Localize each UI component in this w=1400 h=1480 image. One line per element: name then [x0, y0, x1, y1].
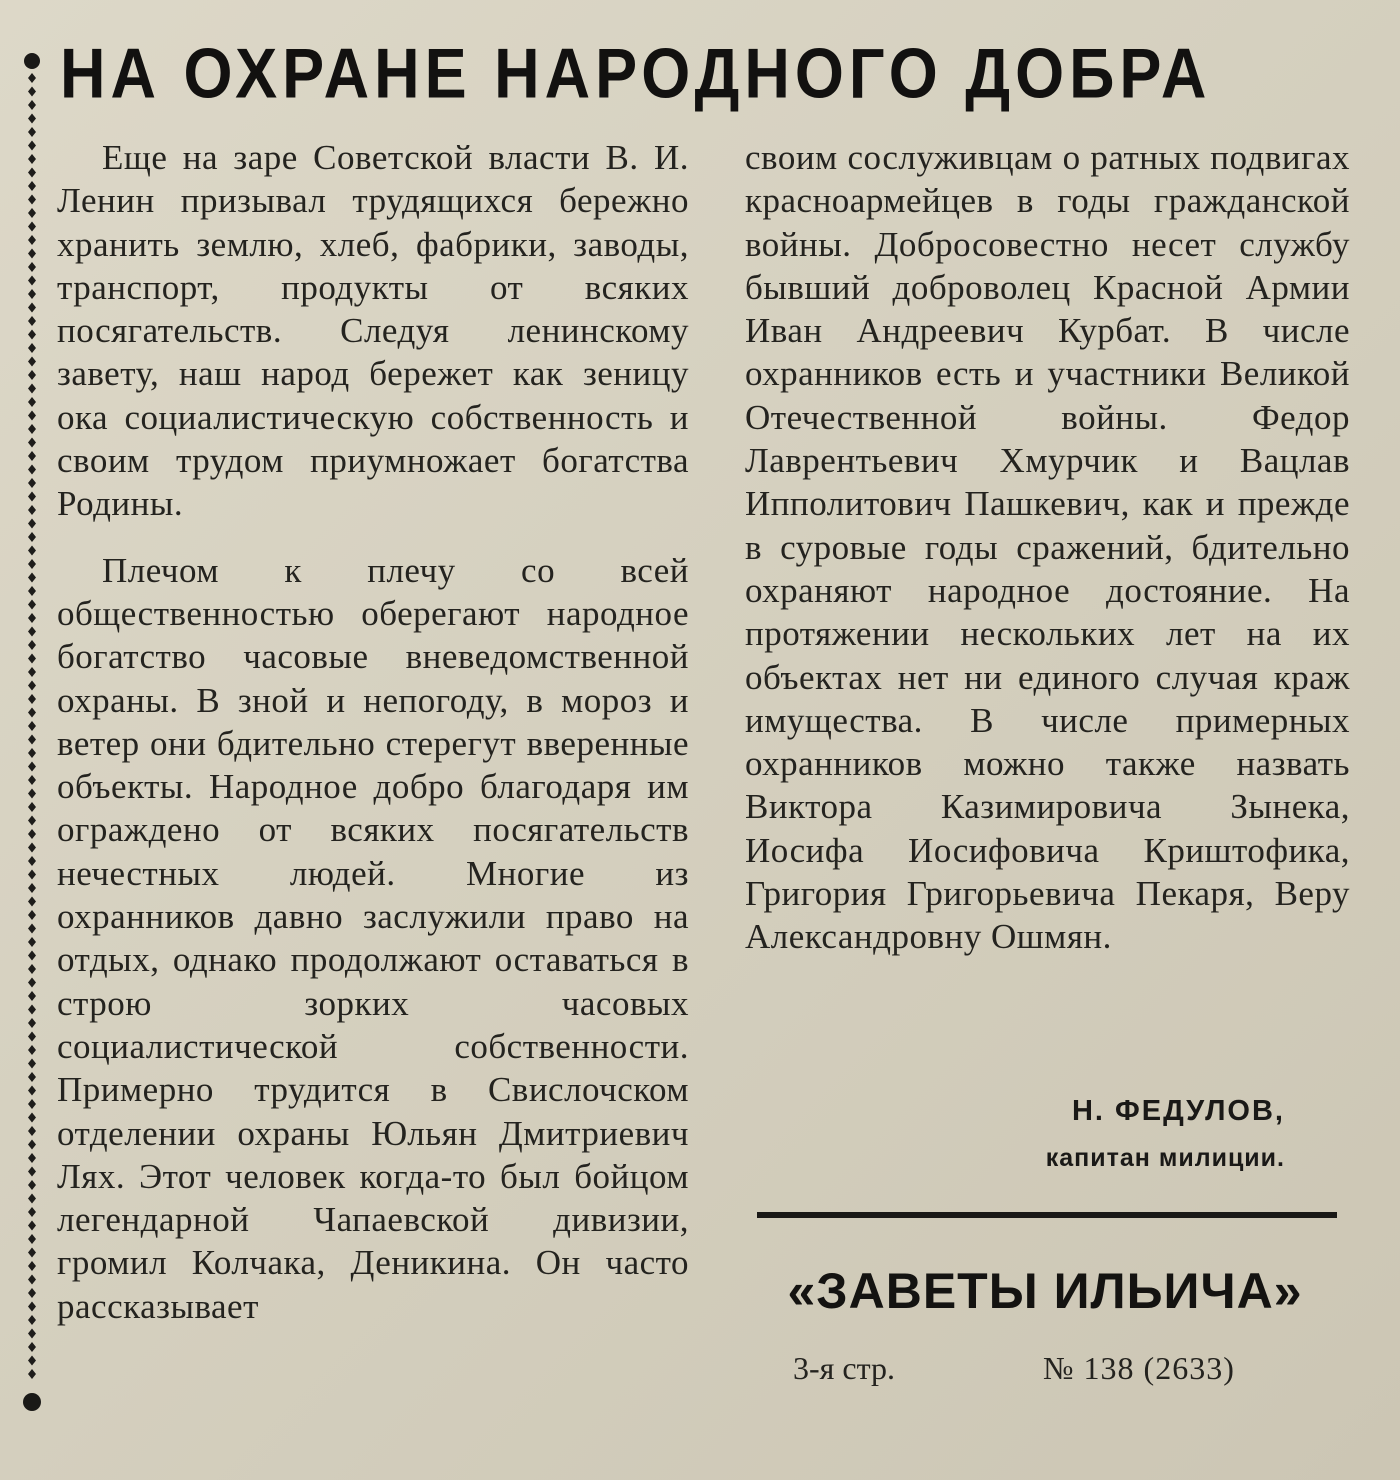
border-diamond [28, 100, 36, 110]
border-diamond [28, 586, 36, 596]
border-diamond [28, 775, 36, 785]
border-diamond [28, 154, 36, 164]
author-name: Н. ФЕДУЛОВ, [1071, 1095, 1285, 1127]
border-diamond [28, 1018, 36, 1028]
border-end-dot [24, 53, 40, 69]
border-diamond [28, 397, 36, 407]
footer-divider [757, 1212, 1337, 1218]
border-diamond [28, 951, 36, 961]
border-diamond [28, 856, 36, 866]
article-paragraph-1: Еще на заре Советской власти В. И. Ленин призывал трудящихся бережно хранить землю, хлеб, фабрики, заводы, транспорт, продукты от всяких посягательств. Следуя ленинскому завету, наш народ бережет как зеницу ока социалистическую собственность и своим трудом приумножает богатства Родины. [57, 138, 689, 524]
border-end-dot [23, 1393, 41, 1411]
border-diamond [28, 1194, 36, 1204]
border-diamond [28, 681, 36, 691]
border-diamond [28, 978, 36, 988]
border-diamond [28, 1288, 36, 1298]
border-diamond [28, 73, 36, 83]
border-diamond [28, 1045, 36, 1055]
article-paragraph-2-continued: своим сослуживцам о ратных подвигах красноармейцев в годы гражданской войны. Добросовестно несет службу бывший доброволец Красной Армии Иван Андреевич Курбат. В числе охранников есть и участники Великой Отечественной войны. Федор Лаврентьевич Хмурчик и Вацлав Ипполитович Пашкевич, как и прежде в суровые годы сражений, бдительно охраняют народное достояние. На протяжении нескольких лет на их объектах нет ни единого случая краж имущества. В числе примерных охранников можно также назвать Виктора Казимировича Зынека, Иосифа Иосифовича Криштофика, Григория Григорьевича Пекаря, Веру Александровну Ошмян. [745, 138, 1350, 957]
border-diamond [28, 1261, 36, 1271]
border-diamond [28, 1126, 36, 1136]
border-diamond [28, 1032, 36, 1042]
border-diamond [28, 1329, 36, 1339]
border-diamond [28, 546, 36, 556]
border-diamond [28, 208, 36, 218]
border-diamond [28, 330, 36, 340]
border-diamond [28, 1302, 36, 1312]
border-diamond [28, 694, 36, 704]
border-diamond [28, 451, 36, 461]
diamond-chain-ornament [22, 52, 42, 1412]
border-diamond [28, 883, 36, 893]
border-diamond [28, 708, 36, 718]
border-diamond [28, 316, 36, 326]
border-diamond [28, 600, 36, 610]
border-diamond [28, 1140, 36, 1150]
border-diamond [28, 843, 36, 853]
border-diamond [28, 1113, 36, 1123]
border-diamond [28, 465, 36, 475]
border-diamond [28, 1275, 36, 1285]
border-diamond [28, 114, 36, 124]
border-diamond [28, 1315, 36, 1325]
border-diamond [28, 222, 36, 232]
border-diamond [28, 991, 36, 1001]
border-diamond [28, 627, 36, 637]
border-diamond [28, 195, 36, 205]
border-diamond [28, 789, 36, 799]
border-diamond [28, 249, 36, 259]
border-diamond [28, 532, 36, 542]
border-diamond [28, 384, 36, 394]
border-diamond [28, 910, 36, 920]
border-diamond [28, 897, 36, 907]
border-diamond [28, 438, 36, 448]
border-diamond [28, 411, 36, 421]
border-diamond [28, 937, 36, 947]
border-diamond [28, 289, 36, 299]
border-diamond [28, 262, 36, 272]
border-diamond [28, 1086, 36, 1096]
border-diamond [28, 1072, 36, 1082]
border-diamond [28, 816, 36, 826]
article-right-column [745, 136, 1350, 982]
border-diamond [28, 424, 36, 434]
border-diamond [28, 181, 36, 191]
border-diamond [28, 1248, 36, 1258]
border-diamond [28, 1369, 36, 1379]
border-diamond [28, 654, 36, 664]
border-diamond [28, 829, 36, 839]
border-diamond [28, 492, 36, 502]
border-diamond [28, 87, 36, 97]
border-diamond [28, 127, 36, 137]
border-diamond [28, 559, 36, 569]
border-diamond [28, 505, 36, 515]
border-diamond [28, 1167, 36, 1177]
border-diamond [28, 870, 36, 880]
border-diamond [28, 924, 36, 934]
article-headline: НА ОХРАНЕ НАРОДНОГО ДОБРА [60, 34, 1212, 114]
border-diamond [28, 640, 36, 650]
border-diamond [28, 748, 36, 758]
border-diamond [28, 1342, 36, 1352]
border-diamond [28, 1153, 36, 1163]
border-diamond [28, 343, 36, 353]
border-diamond [28, 802, 36, 812]
border-diamond [28, 1005, 36, 1015]
border-diamond [28, 1099, 36, 1109]
border-diamond [28, 762, 36, 772]
border-diamond [28, 1356, 36, 1366]
border-diamond [28, 303, 36, 313]
newspaper-title: «ЗАВЕТЫ ИЛЬИЧА» [787, 1263, 1303, 1319]
author-rank: капитан милиции. [1045, 1144, 1285, 1172]
border-diamond [28, 1221, 36, 1231]
decorative-border-rule [22, 52, 42, 1412]
border-diamond [28, 721, 36, 731]
border-diamond [28, 478, 36, 488]
border-diamond [28, 370, 36, 380]
border-diamond [28, 519, 36, 529]
article-paragraph-2: Плечом к плечу со всей общественностью оберегают народное богатство часовые вневедомственной охраны. В зной и непогоду, в мороз и ветер они бдительно стерегут вверенные объекты. Народное добро благодаря им ограждено от всяких посягательств нечестных людей. Многие из охранников давно заслужили право на отдых, однако продолжают оставаться в строю зорких часовых социалистической собственности. Примерно трудится в Свислочском отделении охраны Юльян Дмитриевич Лях. Этот человек когда-то был бойцом легендарной Чапаевской дивизии, громил Колчака, Деникина. Он часто рассказывает [57, 550, 689, 1326]
border-diamond [28, 276, 36, 286]
border-diamond [28, 235, 36, 245]
border-diamond [28, 1207, 36, 1217]
border-diamond [28, 1059, 36, 1069]
border-diamond [28, 357, 36, 367]
border-diamond [28, 613, 36, 623]
border-diamond [28, 1234, 36, 1244]
article-left-column [57, 136, 689, 1351]
article-signature [745, 1090, 1285, 1178]
page-number: 3-я стр. [793, 1350, 895, 1386]
border-diamond [28, 1180, 36, 1190]
border-diamond [28, 667, 36, 677]
border-diamond [28, 141, 36, 151]
issue-number: № 138 (2633) [1043, 1350, 1235, 1386]
border-diamond [28, 964, 36, 974]
border-diamond [28, 168, 36, 178]
border-diamond [28, 735, 36, 745]
border-diamond [28, 573, 36, 583]
